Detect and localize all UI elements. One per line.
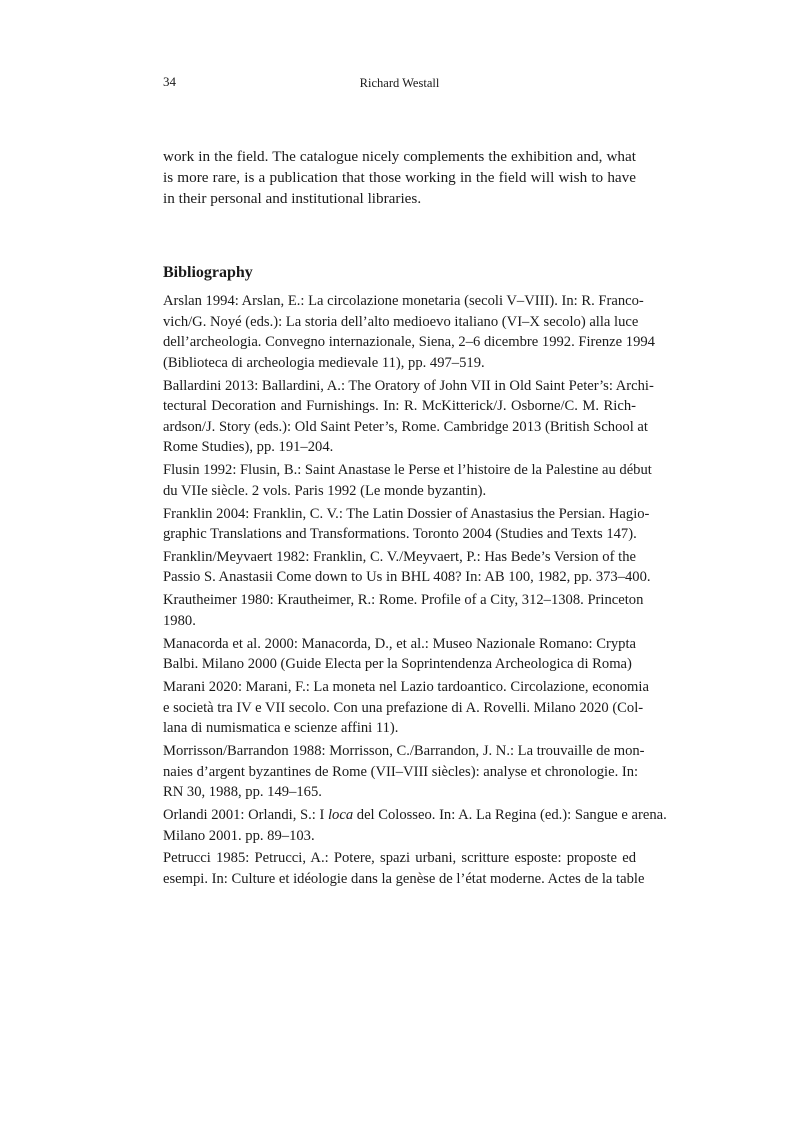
text-line: (Biblioteca di archeologia medievale 11), pp. 497–519. xyxy=(163,354,485,371)
text-line: Balbi. Milano 2000 (Guide Electa per la Soprintendenza Archeologica di Roma) xyxy=(163,656,632,673)
bibliography-entry xyxy=(163,291,655,373)
bibliography-heading: Bibliography xyxy=(163,264,253,281)
bibliography-entry xyxy=(163,504,650,545)
text-line: tectural Decoration and Furnishings. In: R. McKitterick/J. Osborne/C. M. Rich- xyxy=(163,398,636,415)
text-line: is more rare, is a publication that those working in the field will wish to have xyxy=(163,169,636,186)
text-span: del Colosseo. In: A. La Regina (ed.): Sangue e arena. xyxy=(353,806,667,823)
text-line: Rome Studies), pp. 191–204. xyxy=(163,439,334,456)
text-line: du VIIe siècle. 2 vols. Paris 1992 (Le monde byzantin). xyxy=(163,482,487,499)
text-line: in their personal and institutional libraries. xyxy=(163,190,422,207)
text-line: Franklin/Meyvaert 1982: Franklin, C. V./Meyvaert, P.: Has Bede’s Version of the xyxy=(163,548,636,565)
italic-term: loca xyxy=(327,806,354,823)
text-line: Morrisson/Barrandon 1988: Morrisson, C./Barrandon, J. N.: La trouvaille de mon- xyxy=(163,742,645,759)
text-line: RN 30, 1988, pp. 149–165. xyxy=(163,784,322,801)
text-line: Flusin 1992: Flusin, B.: Saint Anastase le Perse et l’histoire de la Palestine au début xyxy=(163,462,652,479)
bibliography-entry xyxy=(163,677,649,739)
text-line: Arslan 1994: Arslan, E.: La circolazione monetaria (secoli V–VIII). In: R. Franco- xyxy=(163,293,644,309)
text-line: Krautheimer 1980: Krautheimer, R.: Rome. Profile of a City, 312–1308. Princeton xyxy=(163,592,644,609)
text-line: esempi. In: Culture et idéologie dans la genèse de l’état moderne. Actes de la table xyxy=(163,870,645,887)
text-line: dell’archeologia. Convegno internazionale, Siena, 2–6 dicembre 1992. Firenze 1994 xyxy=(163,334,655,351)
text-line: Franklin 2004: Franklin, C. V.: The Latin Dossier of Anastasius the Persian. Hagio- xyxy=(163,505,650,522)
bibliography-entry xyxy=(163,547,651,588)
text-line: graphic Translations and Transformations. Toronto 2004 (Studies and Texts 147). xyxy=(163,526,637,543)
text-line: e società tra IV e VII secolo. Con una prefazione di A. Rovelli. Milano 2020 (Col- xyxy=(163,699,644,716)
text-line: Petrucci 1985: Petrucci, A.: Potere, spazi urbani, scritture esposte: proposte ed xyxy=(163,850,636,867)
text-line: Ballardini 2013: Ballardini, A.: The Oratory of John VII in Old Saint Peter’s: Archi- xyxy=(163,377,654,394)
running-head: Richard Westall xyxy=(359,76,440,90)
text-line: ardson/J. Story (eds.): Old Saint Peter’s, Rome. Cambridge 2013 (British School at xyxy=(163,418,648,435)
page-number: 34 xyxy=(163,74,176,89)
text-line: 1980. xyxy=(163,612,196,629)
text-line: work in the field. The catalogue nicely complements the exhibition and, what xyxy=(163,148,636,165)
bibliography-entry xyxy=(163,848,645,889)
text-line: naies d’argent byzantines de Rome (VII–VIII siècles): analyse et chronologie. In: xyxy=(163,763,639,780)
bibliography-entry xyxy=(163,376,654,458)
text-line: Manacorda et al. 2000: Manacorda, D., et al.: Museo Nazionale Romano: Crypta xyxy=(163,635,636,652)
bibliography-entry xyxy=(163,590,644,631)
text-line: vich/G. Noyé (eds.): La storia dell’alto medioevo italiano (VI–X secolo) alla luce xyxy=(163,313,639,330)
text-span: Orlandi 2001: Orlandi, S.: I xyxy=(163,806,328,823)
bibliography-entry xyxy=(163,741,645,803)
text-line: Marani 2020: Marani, F.: La moneta nel Lazio tardoantico. Circolazione, economia xyxy=(163,679,649,695)
bibliography-entry xyxy=(163,805,667,846)
text-line: Passio S. Anastasii Come down to Us in BHL 408? In: AB 100, 1982, pp. 373–400. xyxy=(163,569,651,586)
text-line xyxy=(163,805,667,826)
text-line: lana di numismatica e scienze affini 11). xyxy=(163,720,399,737)
bibliography-entry xyxy=(163,634,636,675)
intro-paragraph xyxy=(163,146,636,209)
bibliography-entry xyxy=(163,460,652,501)
bibliography-list xyxy=(163,291,667,892)
text-line: Milano 2001. pp. 89–103. xyxy=(163,827,315,844)
